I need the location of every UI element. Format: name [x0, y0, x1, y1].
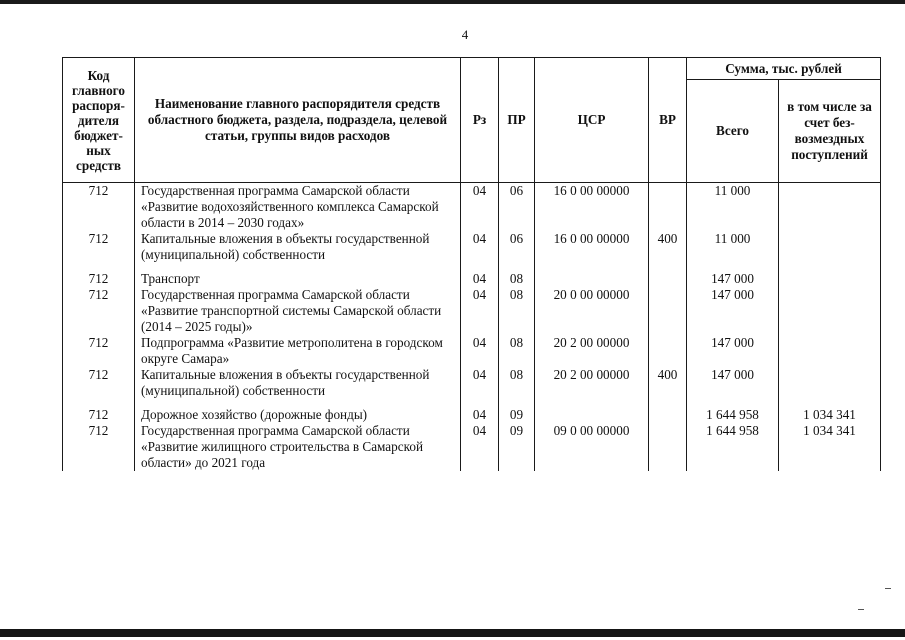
cell-rz: 04 — [461, 335, 499, 367]
cell-grant — [779, 183, 881, 232]
row-spacer — [63, 263, 881, 271]
table-body — [63, 183, 881, 472]
spacer-cell — [687, 263, 779, 271]
spacer-cell — [135, 399, 461, 407]
spacer-cell — [535, 399, 649, 407]
table-row — [63, 423, 881, 471]
cell-code: 712 — [63, 335, 135, 367]
table-header — [63, 58, 881, 183]
cell-rz: 04 — [461, 183, 499, 232]
cell-csr: 09 0 00 00000 — [535, 423, 649, 471]
cell-grant — [779, 287, 881, 335]
cell-csr: 20 2 00 00000 — [535, 367, 649, 399]
cell-total: 1 644 958 — [687, 423, 779, 471]
cell-pr: 08 — [499, 287, 535, 335]
cell-pr: 06 — [499, 231, 535, 263]
cell-name: Государственная программа Самарской области «Развитие водохозяйственного комплекса Самарской области в 2014 – 2030 годах» — [135, 183, 461, 232]
cell-vr: 400 — [649, 231, 687, 263]
cell-rz: 04 — [461, 271, 499, 287]
cell-csr: 20 2 00 00000 — [535, 335, 649, 367]
spacer-cell — [779, 399, 881, 407]
spacer-cell — [63, 263, 135, 271]
cell-vr: 400 — [649, 367, 687, 399]
cell-total: 147 000 — [687, 367, 779, 399]
cell-code: 712 — [63, 183, 135, 232]
cell-grant — [779, 335, 881, 367]
cell-csr: 16 0 00 00000 — [535, 183, 649, 232]
spacer-cell — [649, 263, 687, 271]
cell-grant — [779, 367, 881, 399]
cell-pr: 08 — [499, 367, 535, 399]
cell-name: Государственная программа Самарской области «Развитие транспортной системы Самарской области (2014 – 2025 годы)» — [135, 287, 461, 335]
cell-vr — [649, 183, 687, 232]
cell-code: 712 — [63, 271, 135, 287]
header-sum-group: Сумма, тыс. рублей — [687, 58, 881, 80]
cell-grant — [779, 271, 881, 287]
cell-rz: 04 — [461, 407, 499, 423]
spacer-cell — [687, 399, 779, 407]
table-row — [63, 231, 881, 263]
spacer-cell — [63, 399, 135, 407]
cell-vr — [649, 287, 687, 335]
spacer-cell — [535, 263, 649, 271]
spacer-cell — [461, 399, 499, 407]
cell-csr: 20 0 00 00000 — [535, 287, 649, 335]
cell-rz: 04 — [461, 423, 499, 471]
cell-code: 712 — [63, 367, 135, 399]
cell-csr — [535, 271, 649, 287]
scan-speck — [885, 588, 891, 589]
scan-top-border — [0, 0, 905, 4]
row-spacer — [63, 399, 881, 407]
cell-name: Капитальные вложения в объекты государственной (муниципальной) собственности — [135, 231, 461, 263]
table-row — [63, 271, 881, 287]
cell-total: 147 000 — [687, 335, 779, 367]
cell-total: 147 000 — [687, 271, 779, 287]
cell-grant — [779, 231, 881, 263]
cell-rz: 04 — [461, 367, 499, 399]
cell-pr: 09 — [499, 423, 535, 471]
cell-vr — [649, 271, 687, 287]
spacer-cell — [499, 399, 535, 407]
header-vr: ВР — [649, 58, 687, 183]
spacer-cell — [461, 263, 499, 271]
header-total: Всего — [687, 80, 779, 183]
cell-pr: 08 — [499, 335, 535, 367]
spacer-cell — [649, 399, 687, 407]
cell-vr — [649, 335, 687, 367]
cell-total: 11 000 — [687, 231, 779, 263]
header-pr: ПР — [499, 58, 535, 183]
cell-csr — [535, 407, 649, 423]
cell-code: 712 — [63, 407, 135, 423]
scan-bottom-border — [0, 629, 905, 637]
header-code: Код главного распоря-дителя бюджет-ных средств — [63, 58, 135, 183]
cell-vr — [649, 407, 687, 423]
header-grant: в том числе за счет без-возмездных поступлений — [779, 80, 881, 183]
header-csr: ЦСР — [535, 58, 649, 183]
cell-total: 1 644 958 — [687, 407, 779, 423]
cell-code: 712 — [63, 231, 135, 263]
cell-name: Государственная программа Самарской области «Развитие жилищного строительства в Самарской области» до 2021 года — [135, 423, 461, 471]
cell-pr: 09 — [499, 407, 535, 423]
table-row — [63, 367, 881, 399]
cell-csr: 16 0 00 00000 — [535, 231, 649, 263]
table-row — [63, 335, 881, 367]
cell-vr — [649, 423, 687, 471]
cell-pr: 06 — [499, 183, 535, 232]
cell-total: 147 000 — [687, 287, 779, 335]
table-row — [63, 407, 881, 423]
cell-rz: 04 — [461, 231, 499, 263]
cell-name: Капитальные вложения в объекты государственной (муниципальной) собственности — [135, 367, 461, 399]
spacer-cell — [135, 263, 461, 271]
cell-name: Подпрограмма «Развитие метрополитена в городском округе Самара» — [135, 335, 461, 367]
cell-grant: 1 034 341 — [779, 423, 881, 471]
cell-name: Транспорт — [135, 271, 461, 287]
scan-speck — [858, 609, 864, 610]
spacer-cell — [499, 263, 535, 271]
cell-pr: 08 — [499, 271, 535, 287]
header-name: Наименование главного распорядителя средств областного бюджета, раздела, подраздела, целевой статьи, группы видов расходов — [135, 58, 461, 183]
cell-total: 11 000 — [687, 183, 779, 232]
cell-code: 712 — [63, 287, 135, 335]
budget-table — [62, 57, 881, 471]
table-row — [63, 287, 881, 335]
cell-rz: 04 — [461, 287, 499, 335]
cell-grant: 1 034 341 — [779, 407, 881, 423]
cell-code: 712 — [63, 423, 135, 471]
header-rz: Рз — [461, 58, 499, 183]
page-number: 4 — [461, 27, 469, 42]
spacer-cell — [779, 263, 881, 271]
cell-name: Дорожное хозяйство (дорожные фонды) — [135, 407, 461, 423]
table-row — [63, 183, 881, 232]
